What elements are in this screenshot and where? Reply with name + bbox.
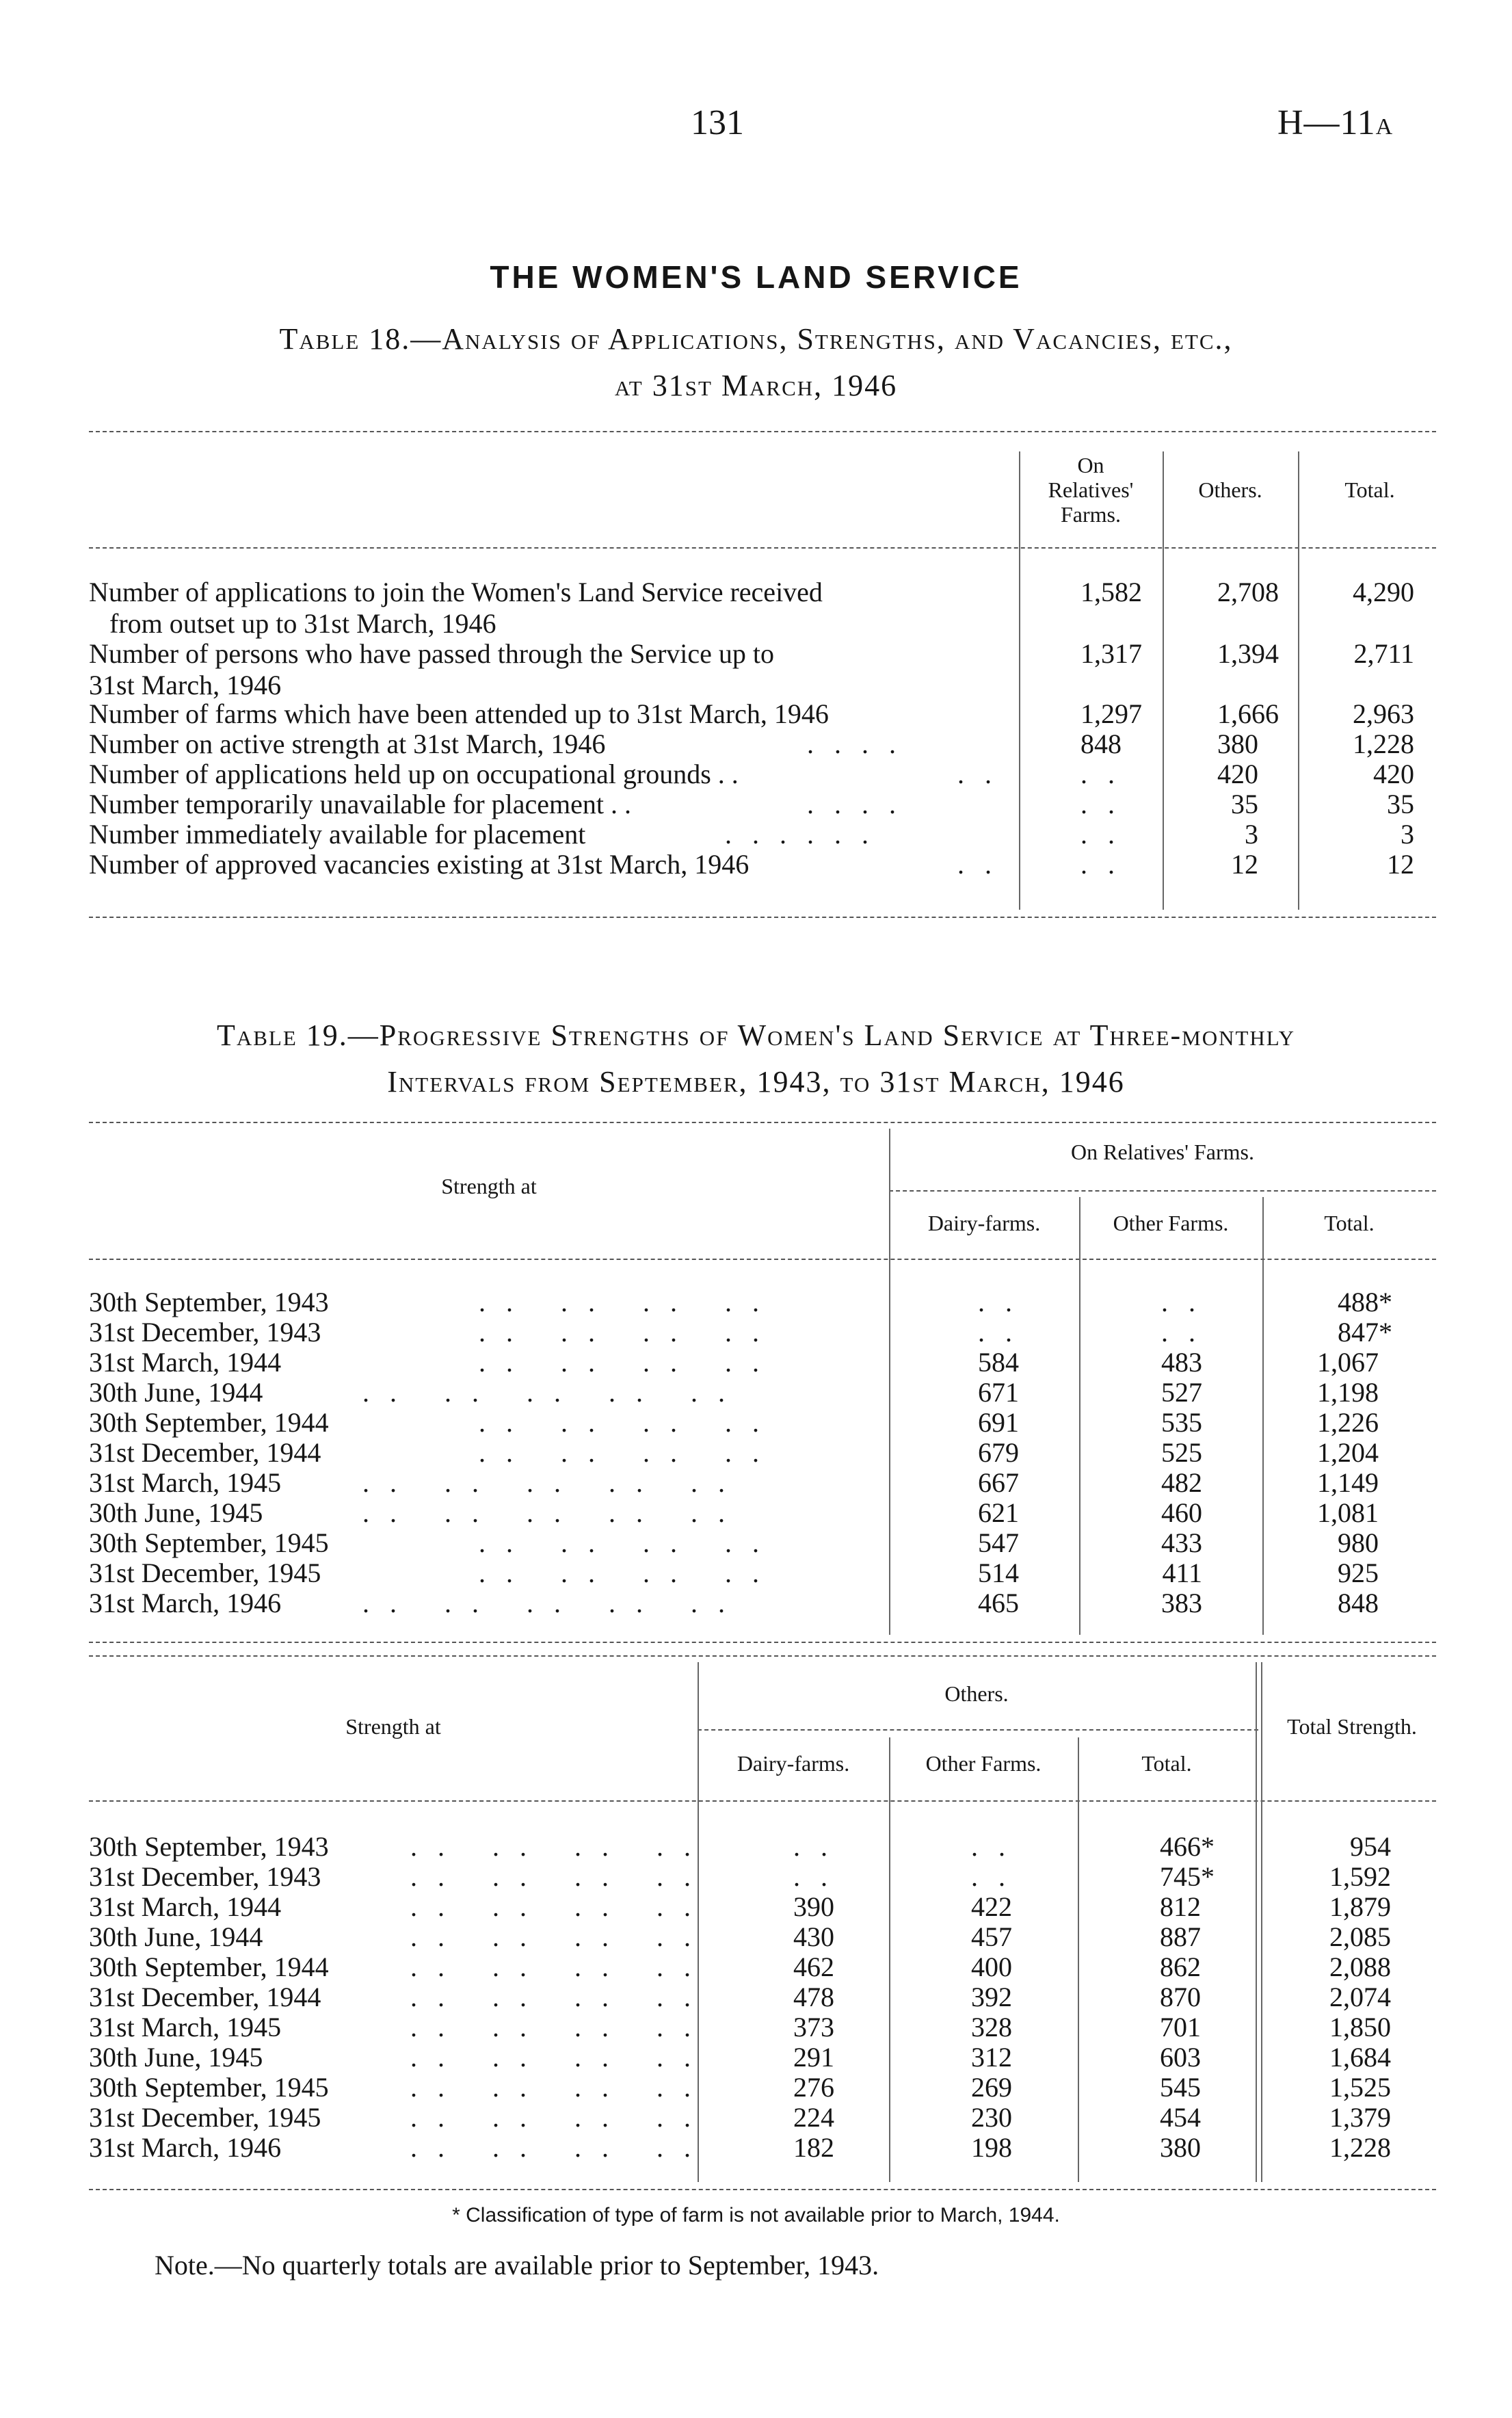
total-value: 870 xyxy=(1160,1982,1201,2012)
other-value: . . xyxy=(971,1861,1012,1892)
total-value: 545 xyxy=(1160,2072,1201,2103)
leader-dots: . . . . . . . . . . xyxy=(362,1588,732,1618)
dairy-value: 390 xyxy=(793,1891,834,1922)
row-date: 31st December, 1945 xyxy=(89,2102,321,2133)
dairy-value: 584 xyxy=(978,1347,1019,1378)
table19-part2-header-rule xyxy=(89,1800,1436,1802)
table18-total-value: 35 xyxy=(1387,789,1414,819)
total-value: 1,198 xyxy=(1317,1377,1379,1408)
total-value: 1,067 xyxy=(1317,1347,1379,1378)
row-date: 30th September, 1944 xyxy=(89,1407,329,1438)
total-value: 745* xyxy=(1160,1861,1215,1892)
table18-label: Number temporarily unavailable for placement . . xyxy=(89,789,632,819)
table18-label: Number of applications held up on occupational grounds . . xyxy=(89,759,739,789)
table19-part1-col-other: Other Farms. xyxy=(1113,1211,1229,1235)
total-strength-value: 1,684 xyxy=(1329,2042,1391,2073)
dairy-value: 621 xyxy=(978,1497,1019,1528)
other-value: 457 xyxy=(971,1921,1012,1952)
dairy-value: 430 xyxy=(793,1921,834,1952)
table19-part1-top-rule xyxy=(89,1122,1436,1123)
table18-relatives-value: 1,297 xyxy=(1080,698,1142,729)
table19-part2-col-total-strength: Total Strength. xyxy=(1287,1714,1417,1739)
leader-dots: . . . . . . . . xyxy=(479,1437,766,1468)
table18-total-value: 2,963 xyxy=(1353,698,1414,729)
dairy-value: 291 xyxy=(793,2042,834,2073)
row-date: 30th September, 1943 xyxy=(89,1831,329,1862)
row-date: 30th June, 1945 xyxy=(89,2042,263,2073)
row-date: 31st March, 1944 xyxy=(89,1347,282,1378)
table18-relatives-value: 1,582 xyxy=(1080,577,1142,607)
other-value: . . xyxy=(1161,1287,1202,1317)
table18-caption-line2: at 31st March, 1946 xyxy=(614,369,898,402)
dairy-value: 373 xyxy=(793,2012,834,2042)
row-date: 31st December, 1945 xyxy=(89,1558,321,1588)
note: Note.—No quarterly totals are available prior to September, 1943. xyxy=(155,2250,879,2281)
leader-dots: . . . . . . . . . . xyxy=(362,1377,732,1408)
dairy-value: 514 xyxy=(978,1558,1019,1588)
leader-dots: . . . . . . . . xyxy=(410,1921,698,1952)
table18-label-continued: from outset up to 31st March, 1946 xyxy=(109,608,496,639)
dairy-value: 224 xyxy=(793,2102,834,2133)
other-value: 460 xyxy=(1161,1497,1202,1528)
table18-top-rule xyxy=(89,431,1436,432)
leader-dots: . . . . . . . . . . xyxy=(362,1497,732,1528)
total-value: 1,204 xyxy=(1317,1437,1379,1468)
table18-others-value: 1,394 xyxy=(1217,638,1279,669)
row-date: 30th September, 1945 xyxy=(89,1527,329,1558)
total-value: 887 xyxy=(1160,1921,1201,1952)
table18-relatives-value: . . xyxy=(1080,759,1122,789)
leader-dots: . . . . . . . . xyxy=(479,1407,766,1438)
total-strength-value: 2,085 xyxy=(1329,1921,1391,1952)
total-value: 848 xyxy=(1338,1588,1379,1618)
document-reference-suffix: A xyxy=(1375,114,1394,140)
table18-label: Number of approved vacancies existing at 31st March, 1946 xyxy=(89,849,750,880)
leader-dots: . . . . . . . . xyxy=(479,1558,766,1588)
other-value: 400 xyxy=(971,1952,1012,1982)
row-date: 30th June, 1944 xyxy=(89,1921,263,1952)
dairy-value: . . xyxy=(793,1861,834,1892)
table18-col-relatives-line3: Farms. xyxy=(1061,502,1121,527)
other-value: 392 xyxy=(971,1982,1012,2012)
other-value: 269 xyxy=(971,2072,1012,2103)
table18-total-value: 420 xyxy=(1373,759,1414,789)
table19-part1-header-rule xyxy=(89,1259,1436,1260)
row-date: 30th September, 1944 xyxy=(89,1952,329,1982)
table18-others-value: 1,666 xyxy=(1217,698,1279,729)
table19-part2-bottom-rule xyxy=(89,2189,1436,2190)
table19-part2-top-rule xyxy=(89,1655,1436,1657)
other-value: . . xyxy=(1161,1317,1202,1348)
other-value: 230 xyxy=(971,2102,1012,2133)
table18-leader-dots: . . . . xyxy=(807,728,903,759)
total-value: 862 xyxy=(1160,1952,1201,1982)
dairy-value: 547 xyxy=(978,1527,1019,1558)
table18-label: Number of farms which have been attended up to 31st March, 1946 xyxy=(89,698,829,729)
dairy-value: 182 xyxy=(793,2132,834,2163)
table18-others-value: 35 xyxy=(1231,789,1258,819)
table18-others-value: 3 xyxy=(1245,819,1258,850)
table18-leader-dots: . . . . . . xyxy=(725,819,875,850)
footnote: * Classification of type of farm is not available prior to March, 1944. xyxy=(452,2204,1060,2226)
table19-part2-col-total: Total. xyxy=(1141,1751,1192,1776)
leader-dots: . . . . . . . . xyxy=(479,1527,766,1558)
table18-label-continued: 31st March, 1946 xyxy=(89,670,282,700)
table18-total-value: 2,711 xyxy=(1353,638,1414,669)
total-value: 1,081 xyxy=(1317,1497,1379,1528)
leader-dots: . . . . . . . . xyxy=(479,1287,766,1317)
row-date: 30th June, 1945 xyxy=(89,1497,263,1528)
table19-part1-bottom-rule xyxy=(89,1642,1436,1643)
row-date: 31st March, 1946 xyxy=(89,1588,282,1618)
other-value: 411 xyxy=(1162,1558,1202,1588)
other-value: 422 xyxy=(971,1891,1012,1922)
total-value: 925 xyxy=(1338,1558,1379,1588)
row-date: 30th September, 1943 xyxy=(89,1287,329,1317)
total-value: 466* xyxy=(1160,1831,1215,1862)
leader-dots: . . . . . . . . xyxy=(410,1831,698,1862)
leader-dots: . . . . . . . . xyxy=(410,2102,698,2133)
table18-others-value: 420 xyxy=(1217,759,1258,789)
table18-relatives-value: . . xyxy=(1080,849,1122,880)
dairy-value: 671 xyxy=(978,1377,1019,1408)
table18-label: Number immediately available for placement xyxy=(89,819,586,850)
dairy-value: 462 xyxy=(793,1952,834,1982)
row-date: 31st March, 1944 xyxy=(89,1891,282,1922)
dairy-value: 465 xyxy=(978,1588,1019,1618)
table18-label: Number of persons who have passed through the Service up to xyxy=(89,638,774,669)
table19-part1-col-dairy: Dairy-farms. xyxy=(927,1211,1041,1235)
total-value: 980 xyxy=(1338,1527,1379,1558)
table18-label: Number on active strength at 31st March, 1946 xyxy=(89,728,606,759)
total-strength-value: 2,088 xyxy=(1329,1952,1391,1982)
table18-relatives-value: . . xyxy=(1080,819,1122,850)
table19-part1-strength-header: Strength at xyxy=(441,1174,537,1198)
table18-header-rule xyxy=(89,547,1436,549)
row-date: 31st December, 1943 xyxy=(89,1317,321,1348)
table19-part2-divider-4 xyxy=(1256,1662,1257,2182)
total-value: 603 xyxy=(1160,2042,1201,2073)
table18-total-value: 3 xyxy=(1401,819,1414,850)
dairy-value: . . xyxy=(978,1287,1019,1317)
total-strength-value: 1,879 xyxy=(1329,1891,1391,1922)
other-value: 483 xyxy=(1161,1347,1202,1378)
table18-col-relatives-line1: On xyxy=(1077,453,1104,477)
leader-dots: . . . . . . . . xyxy=(410,2072,698,2103)
leader-dots: . . . . . . . . xyxy=(410,2042,698,2073)
row-date: 30th September, 1945 xyxy=(89,2072,329,2103)
total-strength-value: 1,525 xyxy=(1329,2072,1391,2103)
total-value: 847* xyxy=(1338,1317,1392,1348)
other-value: 482 xyxy=(1161,1467,1202,1498)
table19-part2-strength-header: Strength at xyxy=(345,1714,441,1739)
table18-leader-dots: . . . . xyxy=(807,789,903,819)
other-value: 198 xyxy=(971,2132,1012,2163)
table18-others-value: 380 xyxy=(1217,728,1258,759)
row-date: 31st December, 1943 xyxy=(89,1861,321,1892)
table19-part1-group-header: On Relatives' Farms. xyxy=(1071,1140,1254,1164)
total-strength-value: 2,074 xyxy=(1329,1982,1391,2012)
table18-col-total: Total. xyxy=(1344,477,1395,502)
other-value: 383 xyxy=(1161,1588,1202,1618)
table19-part2-col-dairy: Dairy-farms. xyxy=(737,1751,850,1776)
total-strength-value: 1,850 xyxy=(1329,2012,1391,2042)
dairy-value: 276 xyxy=(793,2072,834,2103)
table18-bottom-rule xyxy=(89,917,1436,918)
leader-dots: . . . . . . . . xyxy=(410,2132,698,2163)
total-value: 812 xyxy=(1160,1891,1201,1922)
total-strength-value: 954 xyxy=(1350,1831,1391,1862)
table18-leader-dots: . . xyxy=(957,849,998,880)
dairy-value: 667 xyxy=(978,1467,1019,1498)
leader-dots: . . . . . . . . . . xyxy=(362,1467,732,1498)
row-date: 30th June, 1944 xyxy=(89,1377,263,1408)
leader-dots: . . . . . . . . xyxy=(479,1317,766,1348)
total-strength-value: 1,228 xyxy=(1329,2132,1391,2163)
other-value: 525 xyxy=(1161,1437,1202,1468)
document-reference-main: H—11 xyxy=(1277,103,1376,142)
table18-relatives-value: . . xyxy=(1080,789,1122,819)
page-title: THE WOMEN'S LAND SERVICE xyxy=(490,259,1022,295)
table18-total-value: 4,290 xyxy=(1353,577,1414,607)
table18-total-value: 1,228 xyxy=(1353,728,1414,759)
table18-others-value: 12 xyxy=(1231,849,1258,880)
other-value: 328 xyxy=(971,2012,1012,2042)
other-value: 312 xyxy=(971,2042,1012,2073)
table18-leader-dots: . . xyxy=(957,759,998,789)
other-value: 527 xyxy=(1161,1377,1202,1408)
table19-part2-col-other: Other Farms. xyxy=(925,1751,1042,1776)
total-value: 488* xyxy=(1338,1287,1392,1317)
other-value: 433 xyxy=(1161,1527,1202,1558)
total-value: 1,226 xyxy=(1317,1407,1379,1438)
table19-part2-group-header: Others. xyxy=(944,1681,1009,1706)
table18-relatives-value: 1,317 xyxy=(1080,638,1142,669)
table19-caption-line1: Table 19.—Progressive Strengths of Women's Land Service at Three-monthly xyxy=(216,1019,1296,1052)
table19-part1-group-rule xyxy=(889,1190,1436,1192)
total-strength-value: 1,379 xyxy=(1329,2102,1391,2133)
leader-dots: . . . . . . . . xyxy=(410,1952,698,1982)
table18-relatives-value: 848 xyxy=(1080,728,1122,759)
table18-label: Number of applications to join the Women's Land Service received xyxy=(89,577,823,607)
table19-caption-line2: Intervals from September, 1943, to 31st March, 1946 xyxy=(387,1065,1125,1099)
leader-dots: . . . . . . . . xyxy=(410,1982,698,2012)
table19-part2-group-rule xyxy=(698,1729,1258,1731)
row-date: 31st March, 1945 xyxy=(89,1467,282,1498)
total-value: 1,149 xyxy=(1317,1467,1379,1498)
row-date: 31st December, 1944 xyxy=(89,1982,321,2012)
row-date: 31st March, 1946 xyxy=(89,2132,282,2163)
leader-dots: . . . . . . . . xyxy=(410,2012,698,2042)
total-value: 380 xyxy=(1160,2132,1201,2163)
total-value: 454 xyxy=(1160,2102,1201,2133)
table18-total-value: 12 xyxy=(1387,849,1414,880)
table19-part1-col-total: Total. xyxy=(1324,1211,1375,1235)
leader-dots: . . . . . . . . xyxy=(410,1891,698,1922)
other-value: . . xyxy=(971,1831,1012,1862)
dairy-value: 478 xyxy=(793,1982,834,2012)
row-date: 31st December, 1944 xyxy=(89,1437,321,1468)
total-strength-value: 1,592 xyxy=(1329,1861,1391,1892)
table18-col-relatives-line2: Relatives' xyxy=(1048,477,1134,502)
dairy-value: . . xyxy=(793,1831,834,1862)
leader-dots: . . . . . . . . xyxy=(410,1861,698,1892)
leader-dots: . . . . . . . . xyxy=(479,1347,766,1378)
total-value: 701 xyxy=(1160,2012,1201,2042)
table18-col-relatives xyxy=(1019,453,1163,527)
page-number: 131 xyxy=(691,103,744,142)
table18-caption-line1: Table 18.—Analysis of Applications, Strengths, and Vacancies, etc., xyxy=(279,322,1233,356)
row-date: 31st March, 1945 xyxy=(89,2012,282,2042)
dairy-value: 691 xyxy=(978,1407,1019,1438)
other-value: 535 xyxy=(1161,1407,1202,1438)
table18-col-others: Others. xyxy=(1198,477,1262,502)
table18-others-value: 2,708 xyxy=(1217,577,1279,607)
document-reference xyxy=(1277,103,1394,143)
dairy-value: 679 xyxy=(978,1437,1019,1468)
dairy-value: . . xyxy=(978,1317,1019,1348)
